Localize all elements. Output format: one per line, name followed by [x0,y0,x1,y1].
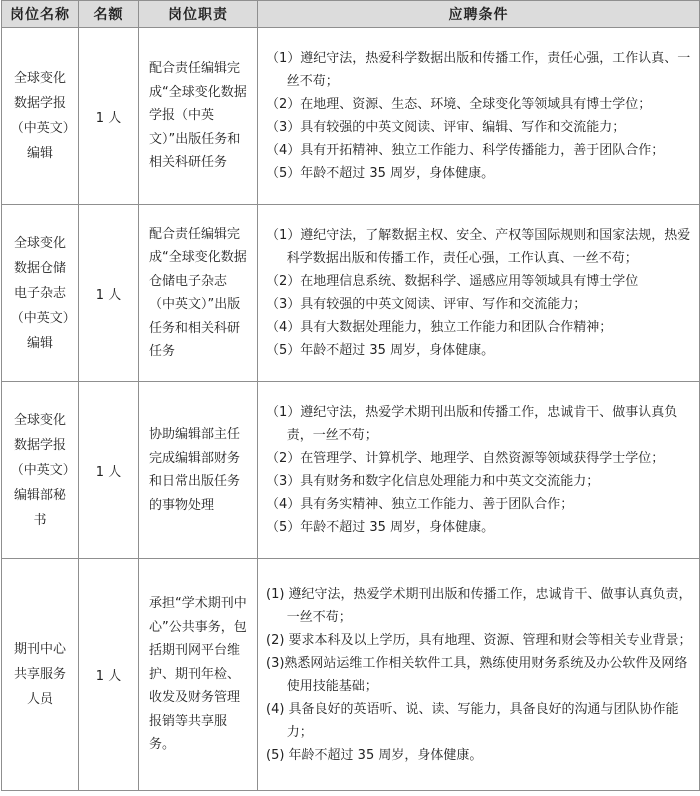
requirement-item: （5）年龄不超过 35 周岁，身体健康。 [266,166,495,181]
requirement-item: （4）具有开拓精神、独立工作能力、科学传播能力，善于团队合作； [266,143,665,158]
position-name: 全球变化数据学报（中英文）编辑 [2,28,79,205]
requirement-item: （5）年龄不超过 35 周岁，身体健康。 [266,520,495,535]
header-requirements: 应聘条件 [258,1,700,28]
requirement-item: （1）遵纪守法，热爱科学数据出版和传播工作，责任心强，工作认真、一丝不苟； [266,51,691,89]
position-requirements [258,382,700,559]
header-position: 岗位名称 [2,1,79,28]
position-name: 期刊中心共享服务人员 [2,559,79,791]
header-duty: 岗位职责 [139,1,258,28]
position-requirements [258,205,700,382]
job-row [2,205,700,382]
position-count: 1 人 [79,205,139,382]
header-row [2,1,700,28]
position-name: 全球变化数据学报（中英文）编辑部秘书 [2,382,79,559]
position-duty: 配合责任编辑完成“全球变化数据学报（中英文）”出版任务和相关科研任务 [139,28,258,205]
position-duty: 配合责任编辑完成“全球变化数据仓储电子杂志（中英文）”出版任务和相关科研任务 [139,205,258,382]
requirement-item: （2）在地理信息系统、数据科学、遥感应用等领域具有博士学位 [266,274,639,289]
position-requirements [258,559,700,791]
requirement-item: （3）具有财务和数字化信息处理能力和中英文交流能力； [266,474,600,489]
requirement-item: （5）年龄不超过 35 周岁，身体健康。 [266,343,495,358]
recruitment-table [1,0,700,791]
requirement-item: （4）具有大数据处理能力，独立工作能力和团队合作精神； [266,320,613,335]
requirement-item: （1）遵纪守法，热爱学术期刊出版和传播工作，忠诚肯干、做事认真负责，一丝不苟； [266,405,678,443]
requirement-item: （2）在地理、资源、生态、环境、全球变化等领域具有博士学位； [266,97,652,112]
requirement-item: (5) 年龄不超过 35 周岁，身体健康。 [266,747,483,763]
job-row [2,382,700,559]
requirement-item: (2) 要求本科及以上学历，具有地理、资源、管理和财会等相关专业背景； [266,632,692,648]
requirement-item: （3）具有较强的中英文阅读、评审、编辑、写作和交流能力； [266,120,626,135]
position-name: 全球变化数据仓储电子杂志（中英文）编辑 [2,205,79,382]
position-count: 1 人 [79,382,139,559]
position-duty: 承担“学术期刊中心”公共事务，包括期刊网平台维护、期刊年检、收发及财务管理报销等共享服务。 [139,559,258,791]
requirement-item: （2）在管理学、计算机学、地理学、自然资源等领域获得学士学位； [266,451,665,466]
requirement-item: （4）具有务实精神、独立工作能力、善于团队合作； [266,497,574,512]
requirement-item: （1）遵纪守法，了解数据主权、安全、产权等国际规则和国家法规，热爱科学数据出版和传播工作，责任心强，工作认真、一丝不苟； [266,228,691,266]
job-row [2,559,700,791]
requirement-item: （3）具有较强的中英文阅读、评审、写作和交流能力； [266,297,587,312]
job-row [2,28,700,205]
requirement-item: (1) 遵纪守法，热爱学术期刊出版和传播工作，忠诚肯干、做事认真负责，一丝不苟； [266,586,692,625]
position-requirements [258,28,700,205]
position-count: 1 人 [79,28,139,205]
requirement-item: (4) 具备良好的英语听、说、读、写能力，具备良好的沟通与团队协作能力； [266,701,679,740]
header-count: 名额 [79,1,139,28]
requirement-item: (3)熟悉网站运维工作相关软件工具，熟练使用财务系统及办公软件及网络使用技能基础； [266,655,688,694]
position-duty: 协助编辑部主任完成编辑部财务和日常出版任务的事物处理 [139,382,258,559]
position-count: 1 人 [79,559,139,791]
